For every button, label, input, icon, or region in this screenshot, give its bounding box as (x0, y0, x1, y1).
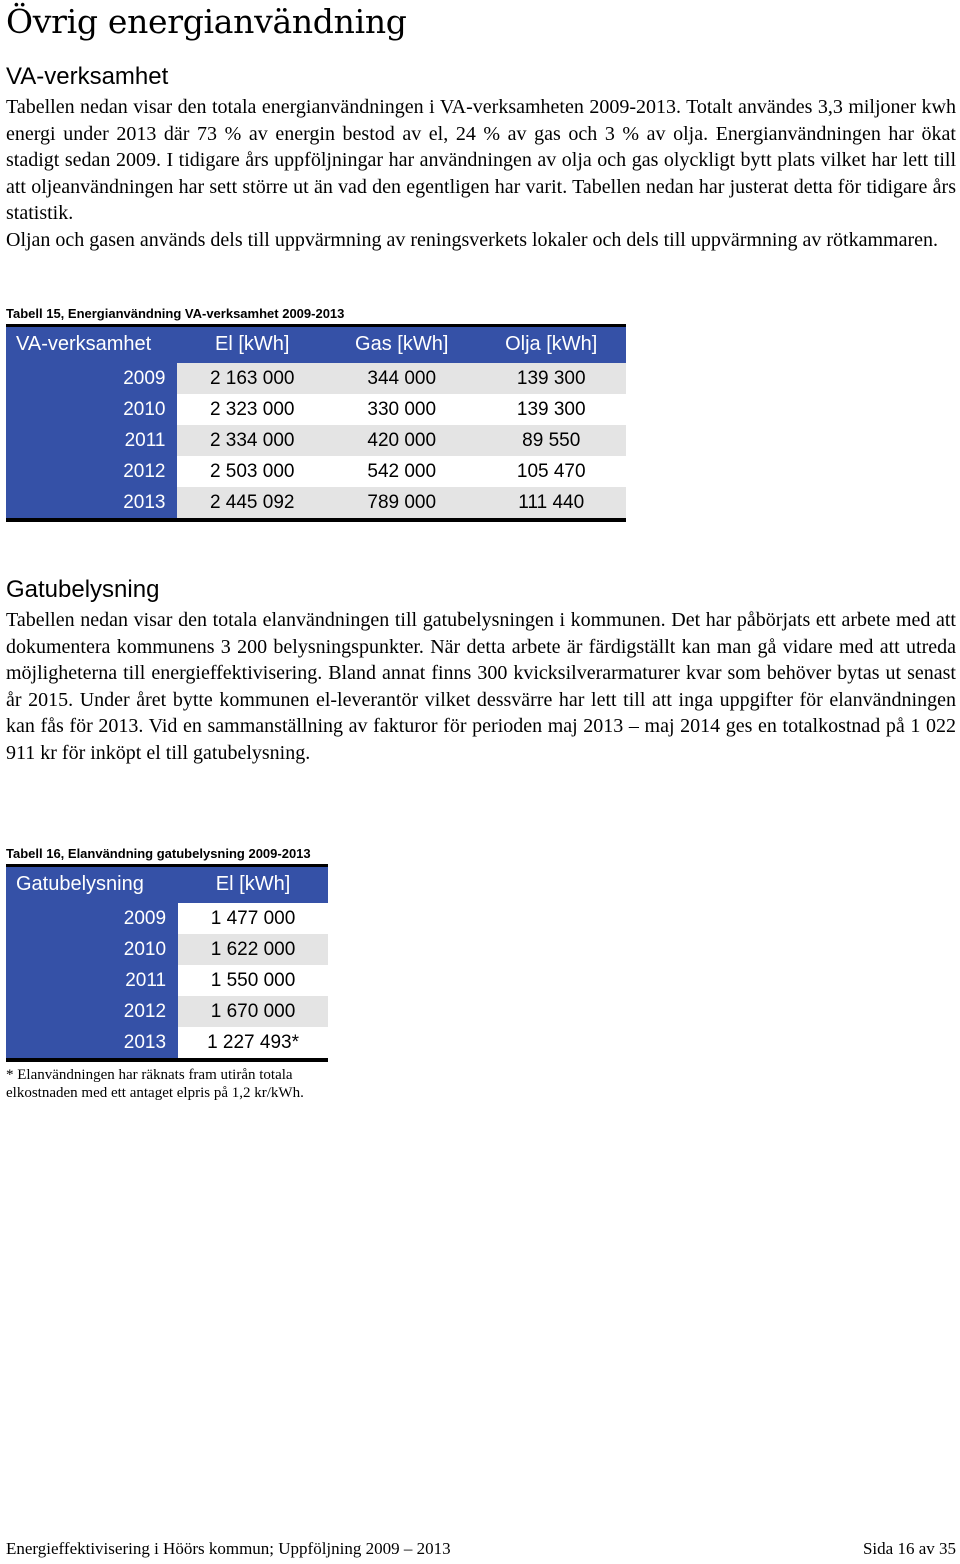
table-row (6, 1027, 328, 1060)
column-header: El [kWh] (178, 866, 328, 902)
va-paragraph-1: Tabellen nedan visar den totala energianvändningen i VA-verksamheten 2009-2013. Totalt användes 3,3 miljoner kwh energi under 2013 där 73 % av energin bestod av el, 24 % av gas och 3 % av olja. Energianvändningen har ökat stadigt sedan 2009. I tidigare års uppföljningar har användningen av olja och gas olyckligt bytt plats vilket har lett till att oljeanvändningen har sett större ut än vad den egentligen har varit. Tabellen nedan har justerat detta för tidigare års statistik. (6, 96, 956, 224)
gatubelysning-text (6, 607, 956, 766)
column-header: Olja [kWh] (476, 326, 626, 362)
el-cell: 1 550 000 (178, 965, 328, 996)
el-cell: 1 670 000 (178, 996, 328, 1027)
table-15-caption: Tabell 15, Energianvändning VA-verksamhet 2009-2013 (6, 306, 345, 321)
olja-cell: 139 300 (476, 363, 626, 394)
year-cell: 2010 (6, 394, 177, 425)
footnote-line: * Elanvändningen har räknats fram utirån totala (6, 1067, 293, 1083)
year-cell: 2011 (6, 425, 177, 456)
table-row (6, 487, 626, 520)
gas-cell: 344 000 (327, 363, 477, 394)
olja-cell: 111 440 (476, 487, 626, 520)
column-header: Gatubelysning (6, 866, 178, 902)
olja-cell: 89 550 (476, 425, 626, 456)
table-16-footnote (6, 1066, 304, 1102)
year-cell: 2013 (6, 487, 177, 520)
table-header-row (6, 326, 626, 362)
year-cell: 2013 (6, 1027, 178, 1060)
gas-cell: 789 000 (327, 487, 477, 520)
table-row (6, 934, 328, 965)
footnote-line: elkostnaden med ett antaget elpris på 1,2 kr/kWh. (6, 1085, 304, 1101)
section-heading-va: VA-verksamhet (6, 63, 169, 90)
year-cell: 2011 (6, 965, 178, 996)
gas-cell: 420 000 (327, 425, 477, 456)
el-cell: 2 323 000 (177, 394, 327, 425)
table-row (6, 965, 328, 996)
el-cell: 2 334 000 (177, 425, 327, 456)
table-row (6, 903, 328, 934)
column-header: El [kWh] (177, 326, 327, 362)
el-cell: 1 477 000 (178, 903, 328, 934)
table-row (6, 996, 328, 1027)
table-row (6, 425, 626, 456)
olja-cell: 105 470 (476, 456, 626, 487)
table-row (6, 456, 626, 487)
footer-page-number: Sida 16 av 35 (862, 1539, 956, 1558)
section-heading-gatubelysning: Gatubelysning (6, 576, 160, 603)
table-row (6, 394, 626, 425)
el-cell: 2 163 000 (177, 363, 327, 394)
column-header: VA-verksamhet (6, 326, 177, 362)
year-cell: 2012 (6, 996, 178, 1027)
gas-cell: 330 000 (327, 394, 477, 425)
el-cell: 2 445 092 (177, 487, 327, 520)
el-cell: 1 227 493* (178, 1027, 328, 1060)
el-cell: 2 503 000 (177, 456, 327, 487)
table-15 (6, 324, 626, 522)
table-header-row (6, 866, 328, 902)
gatubelysning-paragraph: Tabellen nedan visar den totala elanvändningen till gatubelysningen i kommunen. Det har påbörjats ett arbete med att dokumentera kommunens 3 200 belysningspunkter. När detta arbete är färdigställt kan man gå vidare med att utreda möjligheterna till energieffektivisering. Bland annat finns 300 kvicksilverarmaturer kvar som behöver bytas ut senast år 2015. Under året bytte kommunen el-leverantör vilket dessvärre har lett till att inga uppgifter för elanvändningen kan fås för 2013. Vid en sammanställning av fakturor för perioden maj 2013 – maj 2014 ges en totalkostnad på 1 022 911 kr för inköpt el till gatubelysning. (6, 609, 956, 764)
year-cell: 2009 (6, 363, 177, 394)
table-16 (6, 864, 328, 1062)
year-cell: 2009 (6, 903, 178, 934)
table-16-caption: Tabell 16, Elanvändning gatubelysning 2009-2013 (6, 846, 311, 861)
footer-document-title: Energieffektivisering i Höörs kommun; Uppföljning 2009 – 2013 (6, 1539, 451, 1558)
page-footer (6, 1538, 956, 1560)
va-text (6, 94, 956, 253)
el-cell: 1 622 000 (178, 934, 328, 965)
table-row (6, 363, 626, 394)
year-cell: 2010 (6, 934, 178, 965)
olja-cell: 139 300 (476, 394, 626, 425)
gas-cell: 542 000 (327, 456, 477, 487)
va-paragraph-2: Oljan och gasen används dels till uppvärmning av reningsverkets lokaler och dels till uppvärmning av rötkammaren. (6, 228, 938, 251)
column-header: Gas [kWh] (327, 326, 477, 362)
page-title: Övrig energianvändning (6, 2, 407, 41)
year-cell: 2012 (6, 456, 177, 487)
